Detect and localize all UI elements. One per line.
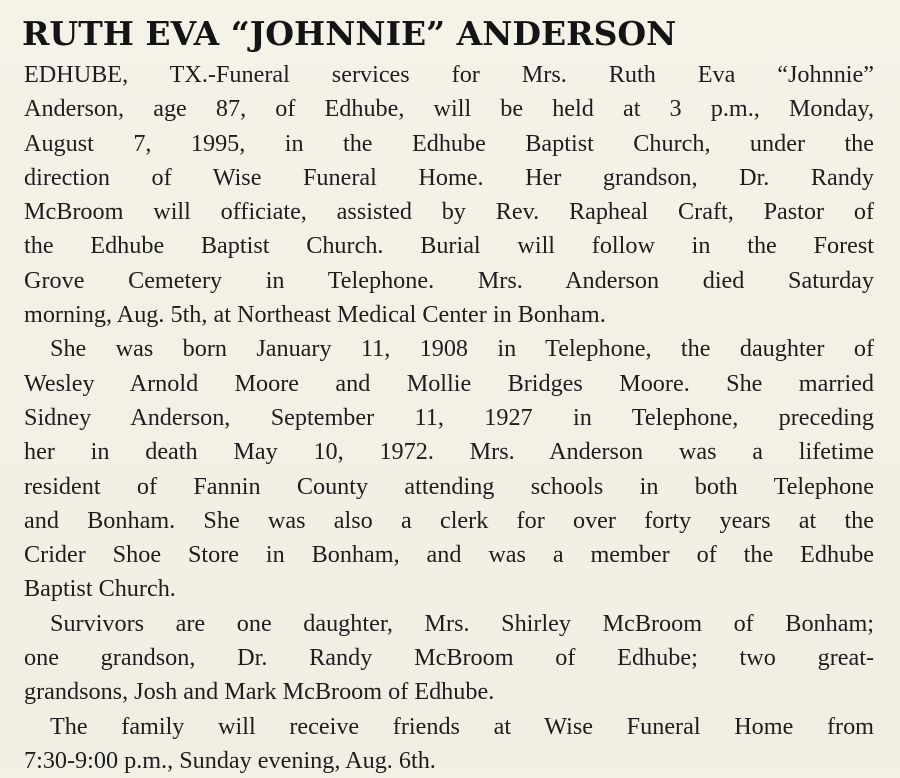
text-line: 7:30-9:00 p.m., Sunday evening, Aug. 6th. (24, 746, 436, 774)
text-line: The family will receive friends at Wise Funeral Home from (50, 712, 874, 740)
text-line: Baptist Church. (24, 575, 176, 603)
paragraph-biography (24, 332, 874, 606)
text-line: She was born January 11, 1908 in Telephone, the daughter of (50, 335, 874, 363)
obituary-headline: RUTH EVA “JOHNNIE” ANDERSON (22, 14, 677, 53)
text-line: Sidney Anderson, September 11, 1927 in Telephone, preceding (24, 403, 874, 431)
text-line: Grove Cemetery in Telephone. Mrs. Anderson died Saturday (24, 266, 874, 294)
text-line: Wesley Arnold Moore and Mollie Bridges Moore. She married (24, 369, 874, 397)
text-line: resident of Fannin County attending schools in both Telephone (24, 472, 874, 500)
text-line: McBroom will officiate, assisted by Rev. Rapheal Craft, Pastor of (24, 198, 874, 226)
text-line: grandsons, Josh and Mark McBroom of Edhube. (24, 678, 495, 706)
paragraph-services (24, 58, 874, 332)
text-line: her in death May 10, 1972. Mrs. Anderson was a lifetime (24, 438, 874, 466)
text-line: one grandson, Dr. Randy McBroom of Edhube; two great- (24, 644, 874, 672)
text-line: morning, Aug. 5th, at Northeast Medical Center in Bonham. (24, 301, 606, 329)
paragraph-survivors (24, 607, 874, 710)
text-line: direction of Wise Funeral Home. Her grandson, Dr. Randy (24, 163, 874, 191)
text-line: August 7, 1995, in the Edhube Baptist Church, under the (24, 129, 874, 157)
text-line: Anderson, age 87, of Edhube, will be held at 3 p.m., Monday, (24, 95, 874, 123)
text-line: Survivors are one daughter, Mrs. Shirley McBroom of Bonham; (50, 609, 874, 637)
text-line: EDHUBE, TX.-Funeral services for Mrs. Ruth Eva “Johnnie” (24, 61, 874, 88)
text-line: Crider Shoe Store in Bonham, and was a member of the Edhube (24, 541, 874, 569)
obituary-body (24, 58, 874, 778)
text-line: and Bonham. She was also a clerk for over forty years at the (24, 506, 874, 534)
text-line: the Edhube Baptist Church. Burial will follow in the Forest (24, 232, 874, 260)
